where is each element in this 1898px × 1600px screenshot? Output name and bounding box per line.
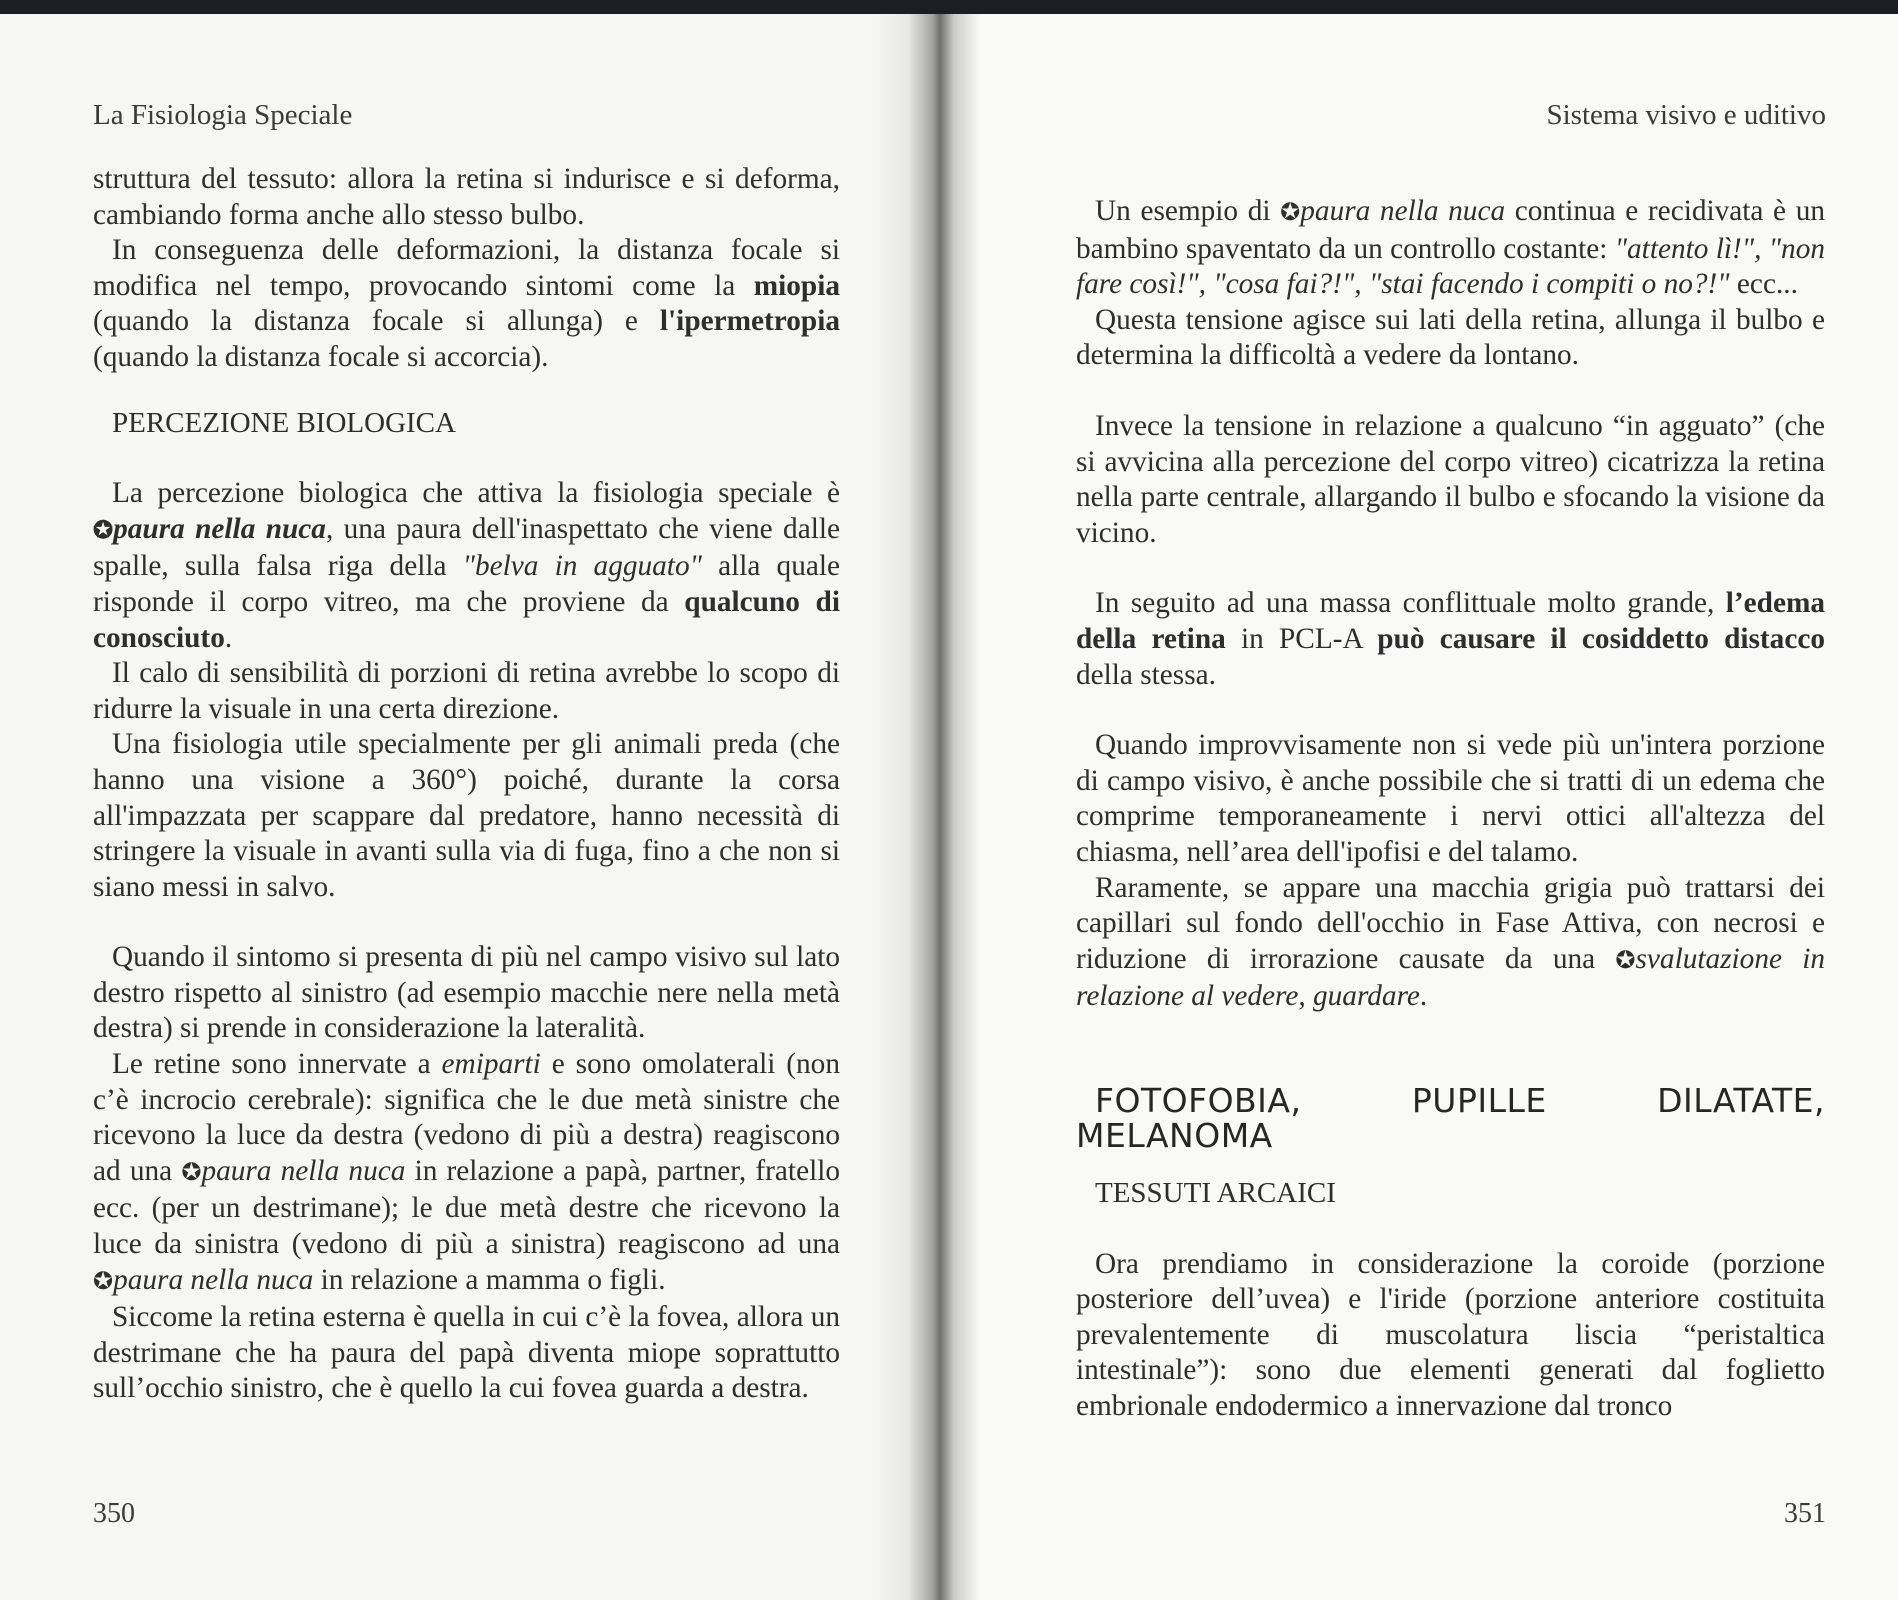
left-paragraph-1: struttura del tessuto: allora la retina si indurisce e si deforma, cambiando forma anche allo stesso bulbo.: [93, 163, 840, 231]
left-page-number: 350: [93, 1498, 135, 1529]
right-text-column: [1076, 194, 1825, 1425]
right-gutter-shadow: [940, 14, 980, 1600]
right-paragraph-6: Raramente, se appare una macchia grigia può trattarsi dei capillari sul fondo dell'occhio in Fase Attiva, con necrosi e riduzione di irrorazione causate da una ✪svalutazione in relazione al vedere, guardare.: [1076, 871, 1825, 1013]
right-page: [940, 14, 1898, 1600]
circled-star-icon: ✪: [93, 517, 114, 544]
left-running-head: La Fisiologia Speciale: [93, 99, 353, 131]
left-paragraph-3: La percezione biologica che attiva la fisiologia speciale è ✪paura nella nuca, una paura dell'inaspettato che viene dalle spalle, sulla falsa riga della "belva in agguato" alla quale risponde il corpo vitreo, ma che proviene da qualcuno di conosciuto.: [93, 477, 840, 654]
right-running-head: Sistema visivo e uditivo: [1546, 99, 1826, 131]
circled-star-icon: ✪: [181, 1159, 202, 1186]
left-gutter-shadow: [870, 14, 940, 1600]
right-page-number: 351: [1784, 1498, 1826, 1529]
section-title-fotofobia: FOTOFOBIA, PUPILLE DILATATE, MELANOMA: [1076, 1080, 1825, 1156]
right-paragraph-7: Ora prendiamo in considerazione la coroide (porzione posteriore dell’uvea) e l'iride (porzione anteriore costituita prevalentemente di muscolatura liscia “peristaltica intestinale”): sono due elementi generati dal foglietto embrionale endodermico a innervazione dal tronco: [1076, 1247, 1825, 1423]
circled-star-icon: ✪: [93, 1268, 114, 1295]
left-paragraph-4: Il calo di sensibilità di porzioni di retina avrebbe lo scopo di ridurre la visuale in una certa direzione.: [93, 657, 840, 725]
section-heading-percezione: PERCEZIONE BIOLOGICA: [112, 406, 456, 439]
left-paragraph-8: Siccome la retina esterna è quella in cui c’è la fovea, allora un destrimane che ha paura del papà diventa miope soprattutto sull’occhio sinistro, che è quello la cui fovea guarda a destra.: [93, 1301, 841, 1405]
left-paragraph-7: Le retine sono innervate a emiparti e sono omolaterali (non c’è incrocio cerebrale): significa che le due metà sinistre che ricevono la luce da destra (vedono di più a destra) reagiscono ad una ✪paura nella nuca in relazione a papà, partner, fratello ecc. (per un destrimane); le due metà destre che ricevono la luce da sinistra (vedono di più a sinistra) reagiscono ad una ✪paura nella nuca in relazione a mamma o figli.: [93, 1048, 840, 1296]
left-paragraph-5: Una fisiologia utile specialmente per gli animali preda (che hanno una visione a 360°) poiché, durante la corsa all'impazzata per scappare dal predatore, hanno necessità di stringere la visuale in avanti sulla via di fuga, fino a che non si siano messi in salvo.: [93, 728, 840, 903]
left-paragraph-2: In conseguenza delle deformazioni, la distanza focale si modifica nel tempo, provocando sintomi come la miopia (quando la distanza focale si allunga) e l'ipermetropia (quando la distanza focale si accorcia).: [93, 234, 840, 373]
right-paragraph-3: Invece la tensione in relazione a qualcuno “in agguato” (che si avvicina alla percezione del corpo vitreo) cicatrizza la retina nella parte centrale, allargando il bulbo e sfocando la visione da vicino.: [1076, 409, 1825, 549]
right-paragraph-5: Quando improvvisamente non si vede più un'intera porzione di campo visivo, è anche possibile che si tratti di un edema che comprime temporaneamente i nervi ottici all'altezza del chiasma, nell’area dell'ipofisi e del talamo.: [1076, 729, 1825, 868]
right-paragraph-2: Questa tensione agisce sui lati della retina, allunga il bulbo e determina la difficoltà a vedere da lontano.: [1076, 303, 1825, 372]
subheading-tessuti-arcaici: TESSUTI ARCAICI: [1095, 1177, 1336, 1210]
left-paragraph-6: Quando il sintomo si presenta di più nel campo visivo sul lato destro rispetto al sinistro (ad esempio macchie nere nella metà destra) si prende in considerazione la lateralità.: [93, 941, 840, 1045]
left-text-column: [93, 162, 840, 1407]
circled-star-icon: ✪: [1280, 200, 1301, 226]
right-paragraph-4: In seguito ad una massa conflittuale molto grande, l’edema della retina in PCL-A può causare il cosiddetto distacco della stessa.: [1076, 587, 1825, 691]
scan-top-edge: [0, 0, 1898, 14]
circled-star-icon: ✪: [1615, 947, 1636, 974]
left-page: [0, 14, 940, 1600]
right-paragraph-1: Un esempio di ✪paura nella nuca continua e recidivata è un bambino spaventato da un controllo costante: "attento lì!", "non fare così!", "cosa fai?!", "stai facendo i compiti o no?!" ecc...: [1076, 195, 1826, 301]
